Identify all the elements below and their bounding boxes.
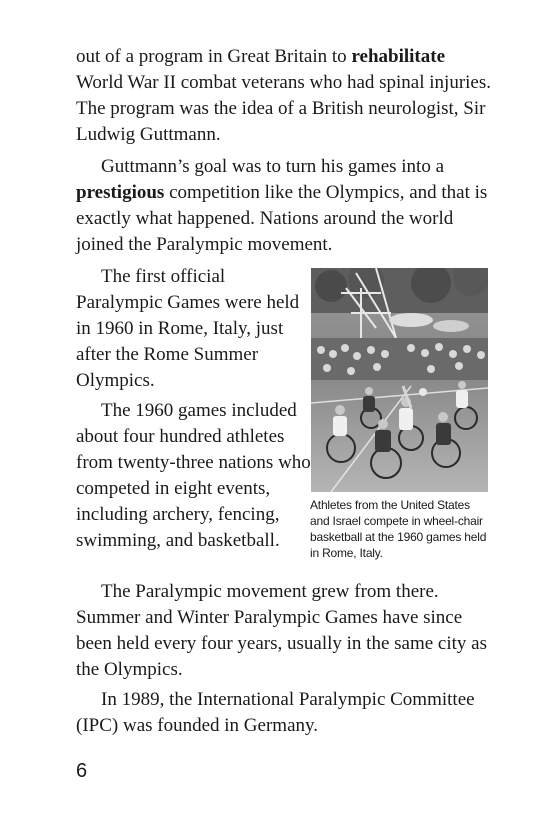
paragraph-text: The 1960 games included about four hundred athletes from twenty-three nations who competed in eight events, including archery, fencing, swimming, and basketball. bbox=[76, 400, 311, 551]
paragraph-movement-growth bbox=[76, 579, 496, 683]
photo-caption: Athletes from the United States and Israel compete in wheel-chair basketball at the 1960 games held in Rome, Italy. bbox=[310, 498, 487, 560]
wheelchair-basketball-photo bbox=[311, 268, 488, 492]
paragraph-text: competition like the Olympics, and that is exactly what happened. Nations around the world joined the Paralympic movement. bbox=[76, 182, 488, 255]
vocab-term-prestigious: prestigious bbox=[76, 182, 165, 203]
paragraph-rehabilitation bbox=[76, 44, 496, 148]
paragraph-text: Guttmann’s goal was to turn his games into a bbox=[101, 156, 445, 177]
page-number: 6 bbox=[76, 760, 88, 782]
paragraph-first-games bbox=[76, 264, 316, 394]
paragraph-1960-games bbox=[76, 398, 316, 554]
paragraph-ipc-founded bbox=[76, 687, 496, 739]
paragraph-text: In 1989, the International Paralympic Committee (IPC) was founded in Germany. bbox=[76, 689, 475, 736]
paragraph-text: The first official Paralympic Games were held in 1960 in Rome, Italy, just after the Rome Summer Olympics. bbox=[76, 266, 300, 391]
vocab-term-rehabilitate: rehabilitate bbox=[351, 46, 446, 67]
paragraph-text: World War II combat veterans who had spinal injuries. The program was the idea of a British neurologist, Sir Ludwig Guttmann. bbox=[76, 72, 492, 145]
paragraph-text: The Paralympic movement grew from there. Summer and Winter Paralympic Games have since been held every four years, usually in the same city as the Olympics. bbox=[76, 581, 487, 680]
paragraph-guttmann-goal bbox=[76, 154, 496, 258]
paragraph-text: out of a program in Great Britain to bbox=[76, 46, 352, 67]
